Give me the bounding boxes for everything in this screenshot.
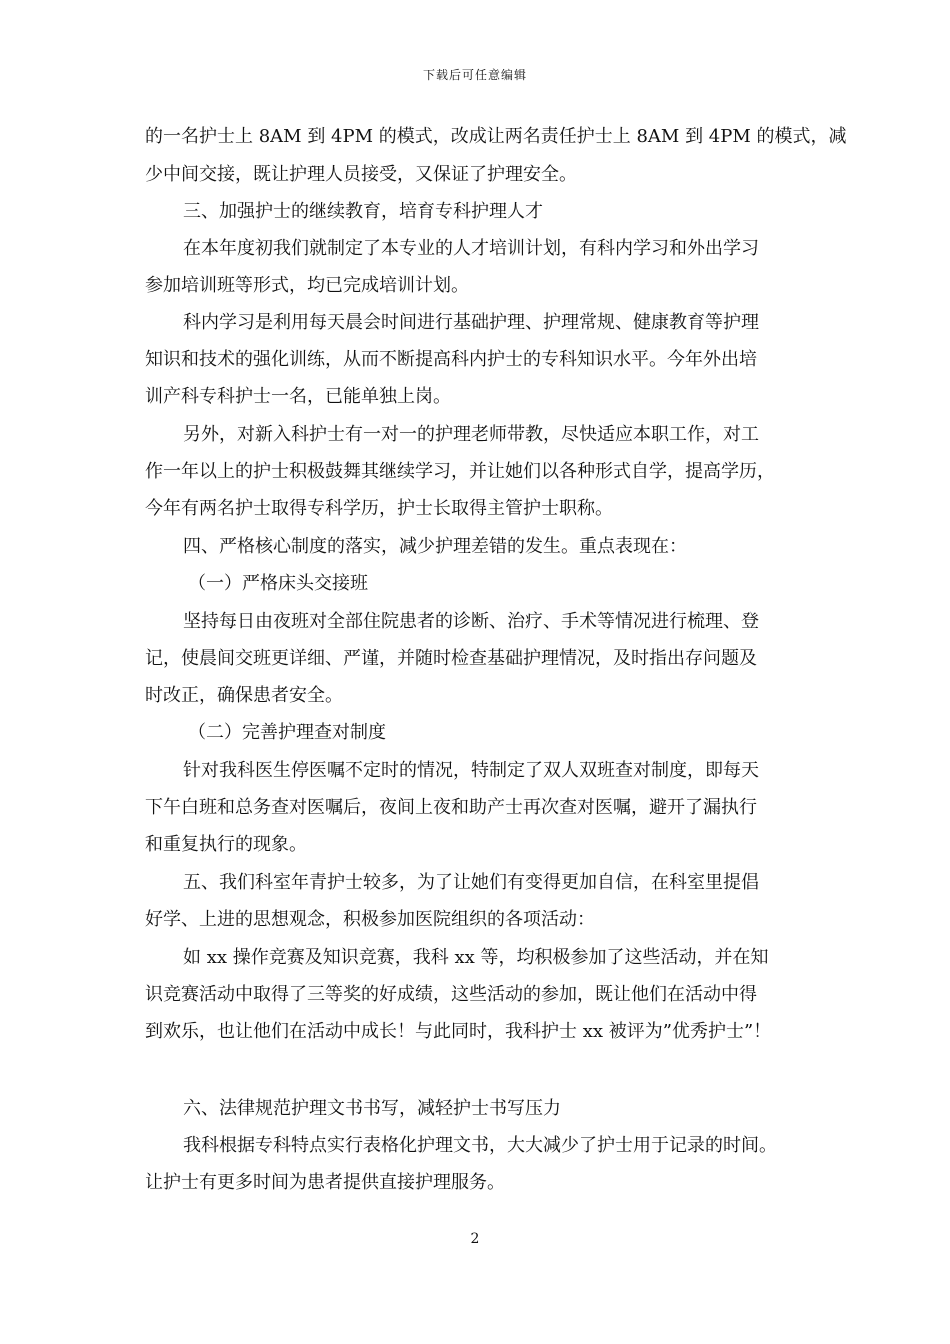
text-line: 另外，对新入科护士有一对一的护理老师带教，尽快适应本职工作，对工 [183, 424, 759, 445]
subsection-heading: （一）严格床头交接班 [188, 573, 368, 594]
text-line: 我科根据专科特点实行表格化护理文书，大大减少了护士用于记录的时间。 [183, 1135, 777, 1156]
text-line: 少中间交接，既让护理人员接受，又保证了护理安全。 [145, 164, 577, 185]
page-header: 下载后可任意编辑 [422, 68, 527, 82]
section-heading: 三、加强护士的继续教育，培育专科护理人才 [183, 201, 543, 222]
text-line: 时改正，确保患者安全。 [145, 685, 343, 706]
text-line: 如 xx 操作竞赛及知识竞赛，我科 xx 等，均积极参加了这些活动，并在知 [183, 947, 769, 968]
text-line: 记，使晨间交班更详细、严谨，并随时检查基础护理情况，及时指出存问题及 [145, 648, 757, 669]
text-line: 作一年以上的护士积极鼓舞其继续学习，并让她们以各种形式自学，提高学历， [145, 461, 775, 482]
section-heading: 六、法律规范护理文书书写，减轻护士书写压力 [183, 1098, 561, 1119]
subsection-heading: （二）完善护理查对制度 [188, 722, 386, 743]
text-line: 到欢乐，也让他们在活动中成长！与此同时，我科护士 xx 被评为”优秀护士”！ [145, 1021, 772, 1042]
text-line: 科内学习是利用每天晨会时间进行基础护理、护理常规、健康教育等护理 [183, 312, 759, 333]
text-line: 针对我科医生停医嘱不定时的情况，特制定了双人双班查对制度，即每天 [183, 760, 759, 781]
text-line: 的一名护士上 8AM 到 4PM 的模式，改成让两名责任护士上 8AM 到 4PM 的模式，减 [145, 126, 847, 147]
text-line: 识竞赛活动中取得了三等奖的好成绩，这些活动的参加，既让他们在活动中得 [145, 984, 757, 1005]
text-line: 知识和技术的强化训练，从而不断提高科内护士的专科知识水平。今年外出培 [145, 349, 757, 370]
page-number: 2 [470, 1231, 480, 1247]
text-line: 和重复执行的现象。 [145, 834, 307, 855]
section-heading: 四、严格核心制度的落实，减少护理差错的发生。重点表现在： [183, 536, 687, 557]
text-line: 训产科专科护士一名，已能单独上岗。 [145, 386, 451, 407]
text-line: 下午白班和总务查对医嘱后，夜间上夜和助产士再次查对医嘱，避开了漏执行 [145, 797, 757, 818]
text-line: 今年有两名护士取得专科学历，护士长取得主管护士职称。 [145, 498, 613, 519]
text-line: 好学、上进的思想观念，积极参加医院组织的各项活动： [145, 909, 595, 930]
section-heading: 五、我们科室年青护士较多，为了让她们有变得更加自信，在科室里提倡 [183, 872, 759, 893]
text-line: 在本年度初我们就制定了本专业的人才培训计划，有科内学习和外出学习 [183, 238, 759, 259]
text-line: 坚持每日由夜班对全部住院患者的诊断、治疗、手术等情况进行梳理、登 [183, 611, 759, 632]
text-line: 参加培训班等形式，均已完成培训计划。 [145, 275, 469, 296]
text-line: 让护士有更多时间为患者提供直接护理服务。 [145, 1172, 505, 1193]
